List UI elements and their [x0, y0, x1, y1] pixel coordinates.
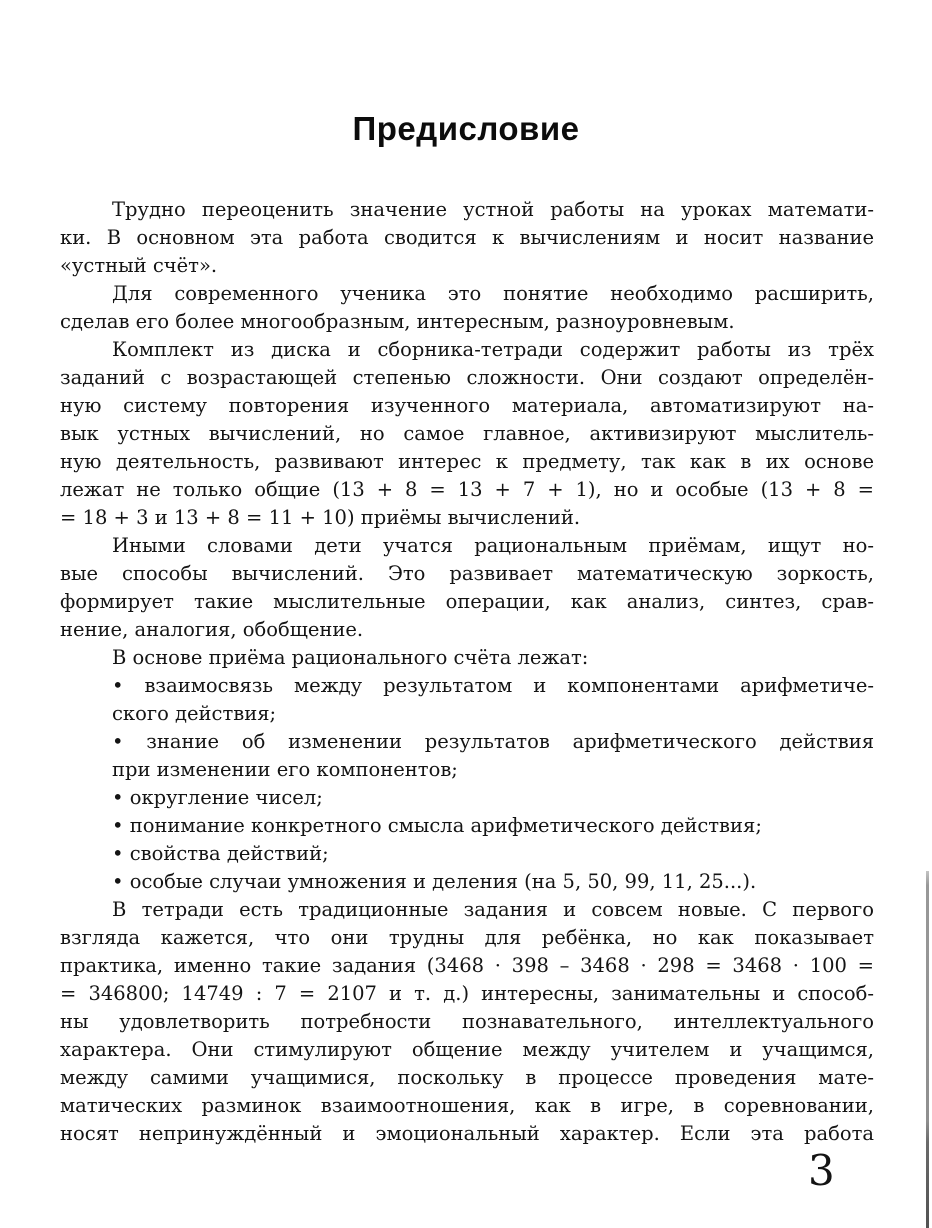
- bullet-line: • округление чисел;: [112, 786, 323, 809]
- preface-text-block: [60, 196, 874, 1148]
- text-line: Иными словами дети учатся рациональным приёмам, ищут но-: [112, 534, 874, 557]
- text-line: = 18 + 3 и 13 + 8 = 11 + 10) приёмы вычислений.: [60, 506, 581, 529]
- text-line: заданий с возрастающей степенью сложности. Они создают определён-: [60, 366, 874, 389]
- scan-edge-artifact: [926, 871, 929, 1228]
- bullet-line: • взаимосвязь между результатом и компонентами арифметиче-: [112, 674, 874, 697]
- text-line: = 346800; 14749 : 7 = 2107 и т. д.) интересны, занимательны и способ-: [60, 982, 874, 1005]
- text-line: носят непринуждённый и эмоциональный характер. Если эта работа: [60, 1122, 874, 1145]
- page-number: 3: [808, 1146, 835, 1195]
- text-line: ки. В основном эта работа сводится к вычислениям и носит название: [60, 226, 874, 249]
- text-line: сделав его более многообразным, интересным, разноуровневым.: [60, 310, 735, 333]
- text-line: «устный счёт».: [60, 254, 218, 277]
- text-line: вые способы вычислений. Это развивает математическую зоркость,: [60, 562, 874, 585]
- page-title: Предисловие: [352, 110, 580, 147]
- text-line: ную систему повторения изученного материала, автоматизируют на-: [60, 394, 874, 417]
- text-line: нение, аналогия, обобщение.: [60, 618, 364, 641]
- text-line: Комплект из диска и сборника-тетради содержит работы из трёх: [112, 338, 874, 361]
- text-line: характера. Они стимулируют общение между учителем и учащимся,: [60, 1038, 874, 1061]
- text-line: практика, именно такие задания (3468 · 398 – 3468 · 298 = 3468 · 100 =: [60, 954, 874, 977]
- text-line: ную деятельность, развивают интерес к предмету, так как в их основе: [60, 450, 874, 473]
- bullet-line: • знание об изменении результатов арифметического действия: [112, 730, 874, 753]
- text-line: матических разминок взаимоотношения, как в игре, в соревновании,: [60, 1094, 874, 1117]
- text-line: В тетради есть традиционные задания и совсем новые. С первого: [112, 898, 874, 921]
- text-line: лежат не только общие (13 + 8 = 13 + 7 + 1), но и особые (13 + 8 =: [60, 478, 874, 501]
- text-line: В основе приёма рационального счёта лежат:: [112, 646, 589, 669]
- text-line: взгляда кажется, что они трудны для ребёнка, но как показывает: [60, 926, 874, 949]
- text-line: ны удовлетворить потребности познавательного, интеллектуального: [60, 1010, 874, 1033]
- bullet-line: • свойства действий;: [112, 842, 329, 865]
- text-line: при изменении его компонентов;: [112, 758, 458, 781]
- text-line: вык устных вычислений, но самое главное, активизируют мыслитель-: [60, 422, 874, 445]
- text-line: между самими учащимися, поскольку в процессе проведения мате-: [60, 1066, 874, 1089]
- text-line: Трудно переоценить значение устной работы на уроках математи-: [112, 198, 874, 221]
- bullet-line: • особые случаи умножения и деления (на 5, 50, 99, 11, 25...).: [112, 870, 757, 893]
- text-line: Для современного ученика это понятие необходимо расширить,: [112, 282, 874, 305]
- bullet-line: • понимание конкретного смысла арифметического действия;: [112, 814, 762, 837]
- text-line: ского действия;: [112, 702, 277, 725]
- text-line: формирует такие мыслительные операции, как анализ, синтез, срав-: [60, 590, 874, 613]
